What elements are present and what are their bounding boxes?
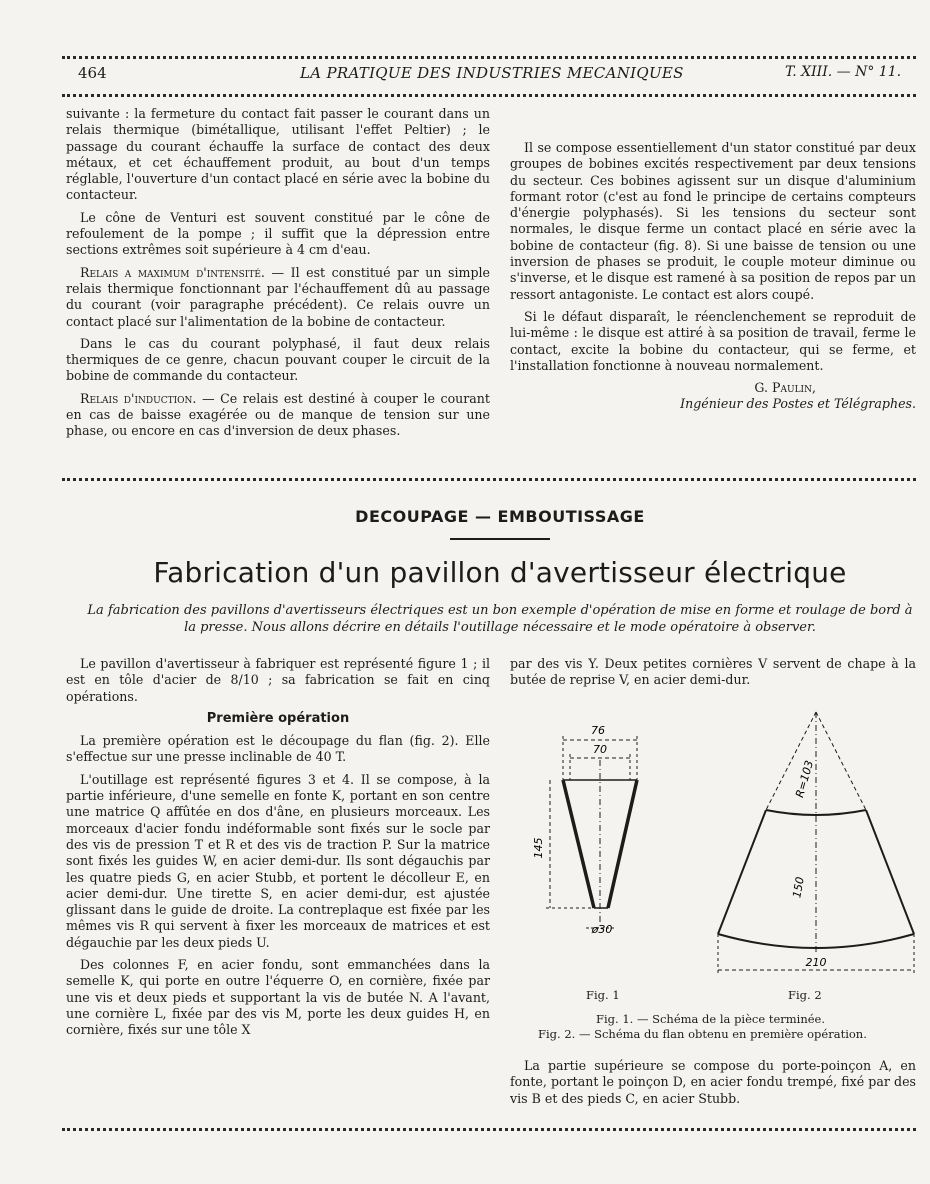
dim-70: 70	[593, 743, 607, 756]
subheading: Première opération	[206, 710, 350, 726]
paragraph: par des vis Y. Deux petites cornières V servent de chape à la butée de reprise V, en acier demi-dur.	[510, 656, 916, 688]
journal-title: LA PRATIQUE DES INDUSTRIES MECANIQUES	[300, 64, 684, 82]
paragraph: Des colonnes F, en acier fondu, sont emmanchées dans la semelle K, qui porte en outre l'équerre O, en cornière, fixée par une vis et deux pieds et supportant la vis de butée N. A l'avant, une cornière L, fixée par des vis M, porte les deux guides H, en cornière, fixés sur une tôle X	[66, 957, 490, 1038]
signature	[510, 380, 916, 413]
author-role: Ingénieur des Postes et Télégraphes.	[680, 396, 916, 412]
fig2-drawing	[718, 712, 914, 974]
dim-r103: R=103	[793, 759, 817, 800]
fig1-label: Fig. 1	[586, 988, 620, 1002]
article-title: Fabrication d'un pavillon d'avertisseur électrique	[153, 556, 847, 589]
paragraph: Il se compose essentiellement d'un stator constitué par deux groupes de bobines excités respectivement par deux tensions du secteur. Ces bobines agissent sur un disque d'aluminium formant rotor (c'est au fond le principe de certains compteurs d'énergie polyphasés). Si les tensions du secteur sont normales, le disque ferme un contact placé en série avec la bobine de contacteur (fig. 8). Si une baisse de tension ou une inversion de phases se produit, le couple moteur diminue ou s'inverse, et le disque est ramené à sa position de repos par un ressort antagoniste. Le contact est alors coupé.	[510, 140, 916, 302]
body-right-top	[510, 656, 916, 695]
paragraph: Dans le cas du courant polyphasé, il faut deux relais thermiques de ce genre, chacun pouvant couper le circuit de la bobine de commande du contacteur.	[66, 335, 490, 384]
article-lead: La fabrication des pavillons d'avertisseurs électriques est un bon exemple d'opération de mise en forme et roulage de bord à la presse. Nous allons décrire en détails l'outillage nécessaire et le mode opératoire à observer.	[87, 603, 913, 635]
paragraph-text: — Ce relais est destiné à couper le courant en cas de baisse exagérée ou de manque de tension sur une phase, ou encore en cas d'inversion de deux phases.	[66, 390, 490, 439]
top-right-column	[510, 140, 916, 413]
paragraph: La première opération est le découpage du flan (fig. 2). Elle s'effectue sur une presse inclinable de 40 T.	[66, 733, 490, 765]
dim-150: 150	[790, 875, 807, 899]
paragraph: Si le défaut disparaît, le réenclenchement se reproduit de lui-même : le disque est attiré à sa position de travail, ferme le contact, excite la bobine du contacteur, qui se ferme, et l'installation fonctionne à nouveau normalement.	[510, 308, 916, 373]
fig1-caption: Fig. 1. — Schéma de la pièce terminée.	[596, 1012, 826, 1026]
paragraph: Le cône de Venturi est souvent constitué par le cône de refoulement de la pompe ; il suffit que la dépression entre sections extrêmes soit supérieure à 4 cm d'eau.	[66, 209, 490, 258]
section-title-rule	[450, 538, 550, 540]
fig2-label: Fig. 2	[788, 988, 822, 1002]
run-in-heading: Relais d'induction.	[80, 390, 197, 406]
dim-145: 145	[532, 837, 545, 859]
author-name: G. Paulin,	[754, 380, 816, 396]
fig1-drawing	[546, 736, 637, 928]
body-right-bottom	[510, 1058, 916, 1113]
section-title: DECOUPAGE — EMBOUTISSAGE	[355, 507, 645, 526]
paragraph-relais-induction	[66, 391, 490, 440]
top-left-column	[66, 106, 490, 446]
paragraph: La partie supérieure se compose du porte-poinçon A, en fonte, portant le poinçon D, en acier fondu trempé, fixé par des vis B et des pieds C, en acier Stubb.	[510, 1058, 916, 1106]
paragraph: suivante : la fermeture du contact fait passer le courant dans un relais thermique (bimétallique, utilisant l'effet Peltier) ; le passage du courant échauffe la surface de contact des deux métaux, et cet échauffement produit, au bout d'un temps réglable, l'ouverture d'un contact placé en série avec la bobine du contacteur.	[66, 106, 490, 203]
paragraph: Le pavillon d'avertisseur à fabriquer est représenté figure 1 ; il est en tôle d'acier de 8/10 ; sa fabrication se fait en cinq opérations.	[66, 656, 490, 704]
figures-drawing	[520, 700, 920, 990]
dim-76: 76	[591, 724, 605, 737]
page-number: 464	[78, 64, 107, 82]
dim-210: 210	[805, 956, 827, 969]
header-bottom-rule	[62, 94, 916, 97]
volume-number: T. XIII. — N° 11.	[785, 64, 902, 80]
dim-30: ø30	[591, 923, 613, 936]
footer-rule	[62, 1128, 916, 1131]
fig2-caption: Fig. 2. — Schéma du flan obtenu en première opération.	[538, 1027, 867, 1041]
header-top-rule	[62, 56, 916, 59]
paragraph-relais-max	[66, 265, 490, 330]
section-divider	[62, 478, 916, 481]
paragraph-text: — Il est constitué par un simple relais thermique fonctionnant par l'échauffement dû au passage du courant (voir paragraphe précédent). Ce relais ouvre un contact placé sur l'alimentation de la bobine de contacteur.	[66, 264, 490, 329]
run-in-heading: Relais a maximum d'intensité.	[80, 264, 265, 280]
paragraph: L'outillage est représenté figures 3 et 4. Il se compose, à la partie inférieure, d'une semelle en fonte K, portant en son centre une matrice Q affûtée en dos d'âne, en plusieurs morceaux. Les morceaux d'acier fondu indéformable sont fixés sur le socle par des vis de pression T et R et des vis de traction P. Sur la matrice sont fixés les guides W, en acier demi-dur. Ils sont dégauchis par les quatre pieds G, en acier Stubb, et portent le décolleur E, en acier demi-dur. Une tirette S, en acier demi-dur, est ajustée glissant dans le guide de droite. La contreplaque est fixée par les mêmes vis R qui servent à fixer les morceaux de matrices et est dégauchie par les deux pieds U.	[66, 771, 490, 950]
body-left-column	[66, 656, 490, 1045]
